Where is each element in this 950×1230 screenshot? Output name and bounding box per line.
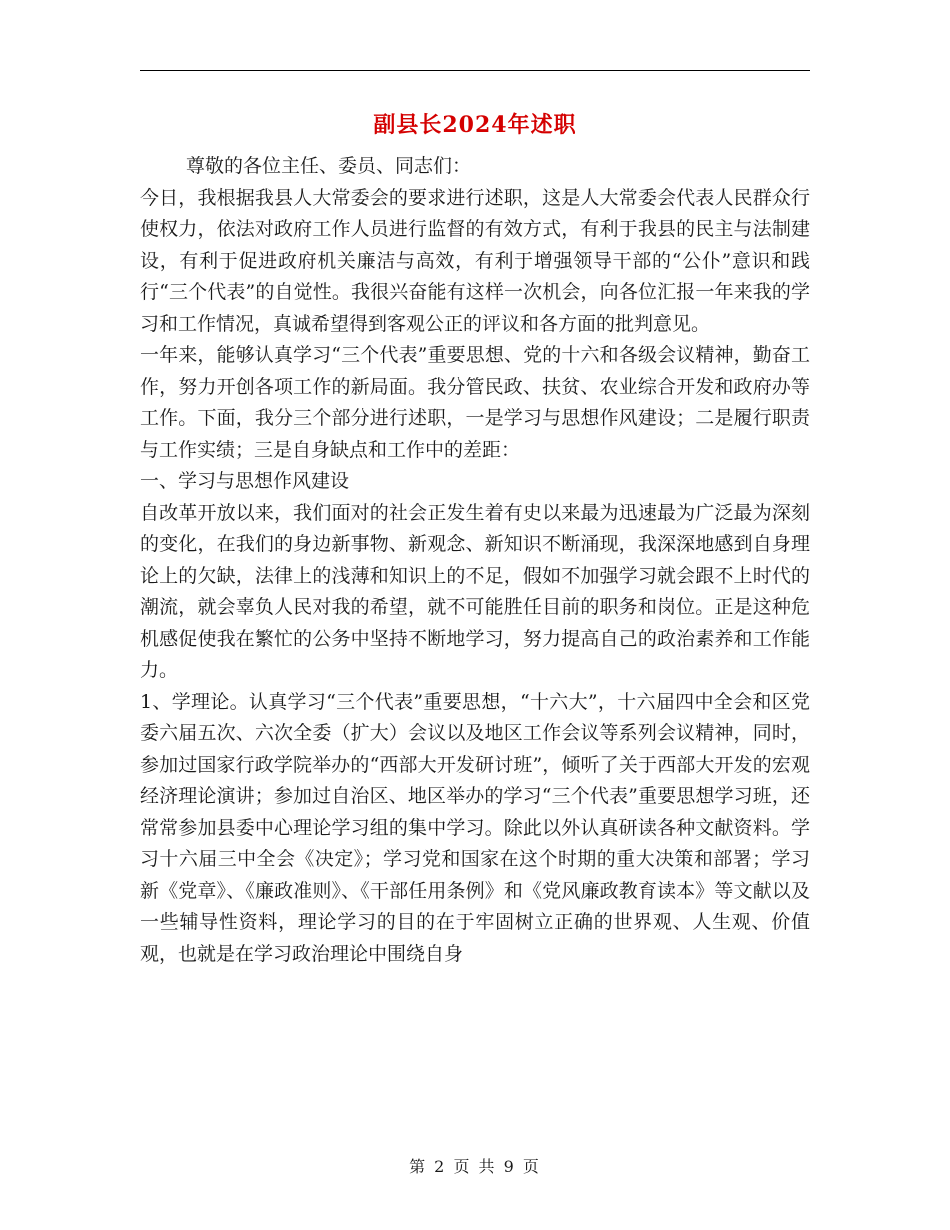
body-paragraph: 自改革开放以来，我们面对的社会正发生着有史以来最为迅速最为广泛最为深刻的变化，在我们的身边新事物、新观念、新知识不断涌现，我深深地感到自身理论上的欠缺，法律上的浅薄和知识上的不足，假如不加强学习就会跟不上时代的潮流，就会辜负人民对我的希望，就不可能胜任目前的职务和岗位。正是这种危机感促使我在繁忙的公务中坚持不断地学习，努力提高自己的政治素养和工作能力。 [140, 501, 810, 681]
body-paragraph: 一年来，能够认真学习“三个代表”重要思想、党的十六和各级会议精神，勤奋工作，努力开创各项工作的新局面。我分管民政、扶贫、农业综合开发和政府办等工作。下面，我分三个部分进行述职，一是学习与思想作风建设；二是履行职责与工作实绩；三是自身缺点和工作中的差距： [140, 344, 810, 461]
greeting-paragraph: 尊敬的各位主任、委员、同志们： [186, 155, 472, 177]
header-rule [140, 70, 810, 71]
body-paragraph: 今日，我根据我县人大常委会的要求进行述职，这是人大常委会代表人民群众行使权力，依法对政府工作人员进行监督的有效方式，有利于我县的民主与法制建设，有利于促进政府机关廉洁与高效，有利于增强领导干部的“公仆”意识和践行“三个代表”的自觉性。我很兴奋能有这样一次机会，向各位汇报一年来我的学习和工作情况，真诚希望得到客观公正的评议和各方面的批判意见。 [140, 186, 810, 335]
document-title: 副县长2024年述职 [373, 112, 577, 138]
section-heading: 一、学习与思想作风建设 [140, 470, 350, 492]
body-paragraph: 1、学理论。认真学习“三个代表”重要思想，“十六大”，十六届四中全会和区党委六届五次、六次全委（扩大）会议以及地区工作会议等系列会议精神，同时，参加过国家行政学院举办的“西部大开发研讨班”，倾听了关于西部大开发的宏观经济理论演讲；参加过自治区、地区举办的学习“三个代表”重要思想学习班，还常常参加县委中心理论学习组的集中学习。除此以外认真研读各种文献资料。学习十六届三中全会《决定》；学习党和国家在这个时期的重大决策和部署；学习新《党章》、《廉政准则》、《干部任用条例》和《党风廉政教育读本》等文献以及一些辅导性资料，理论学习的目的在于牢固树立正确的世界观、人生观、价值观，也就是在学习政治理论中围绕自身 [140, 690, 810, 965]
page-number: 第 2 页 共 9 页 [409, 1157, 541, 1176]
document-body [140, 151, 810, 970]
